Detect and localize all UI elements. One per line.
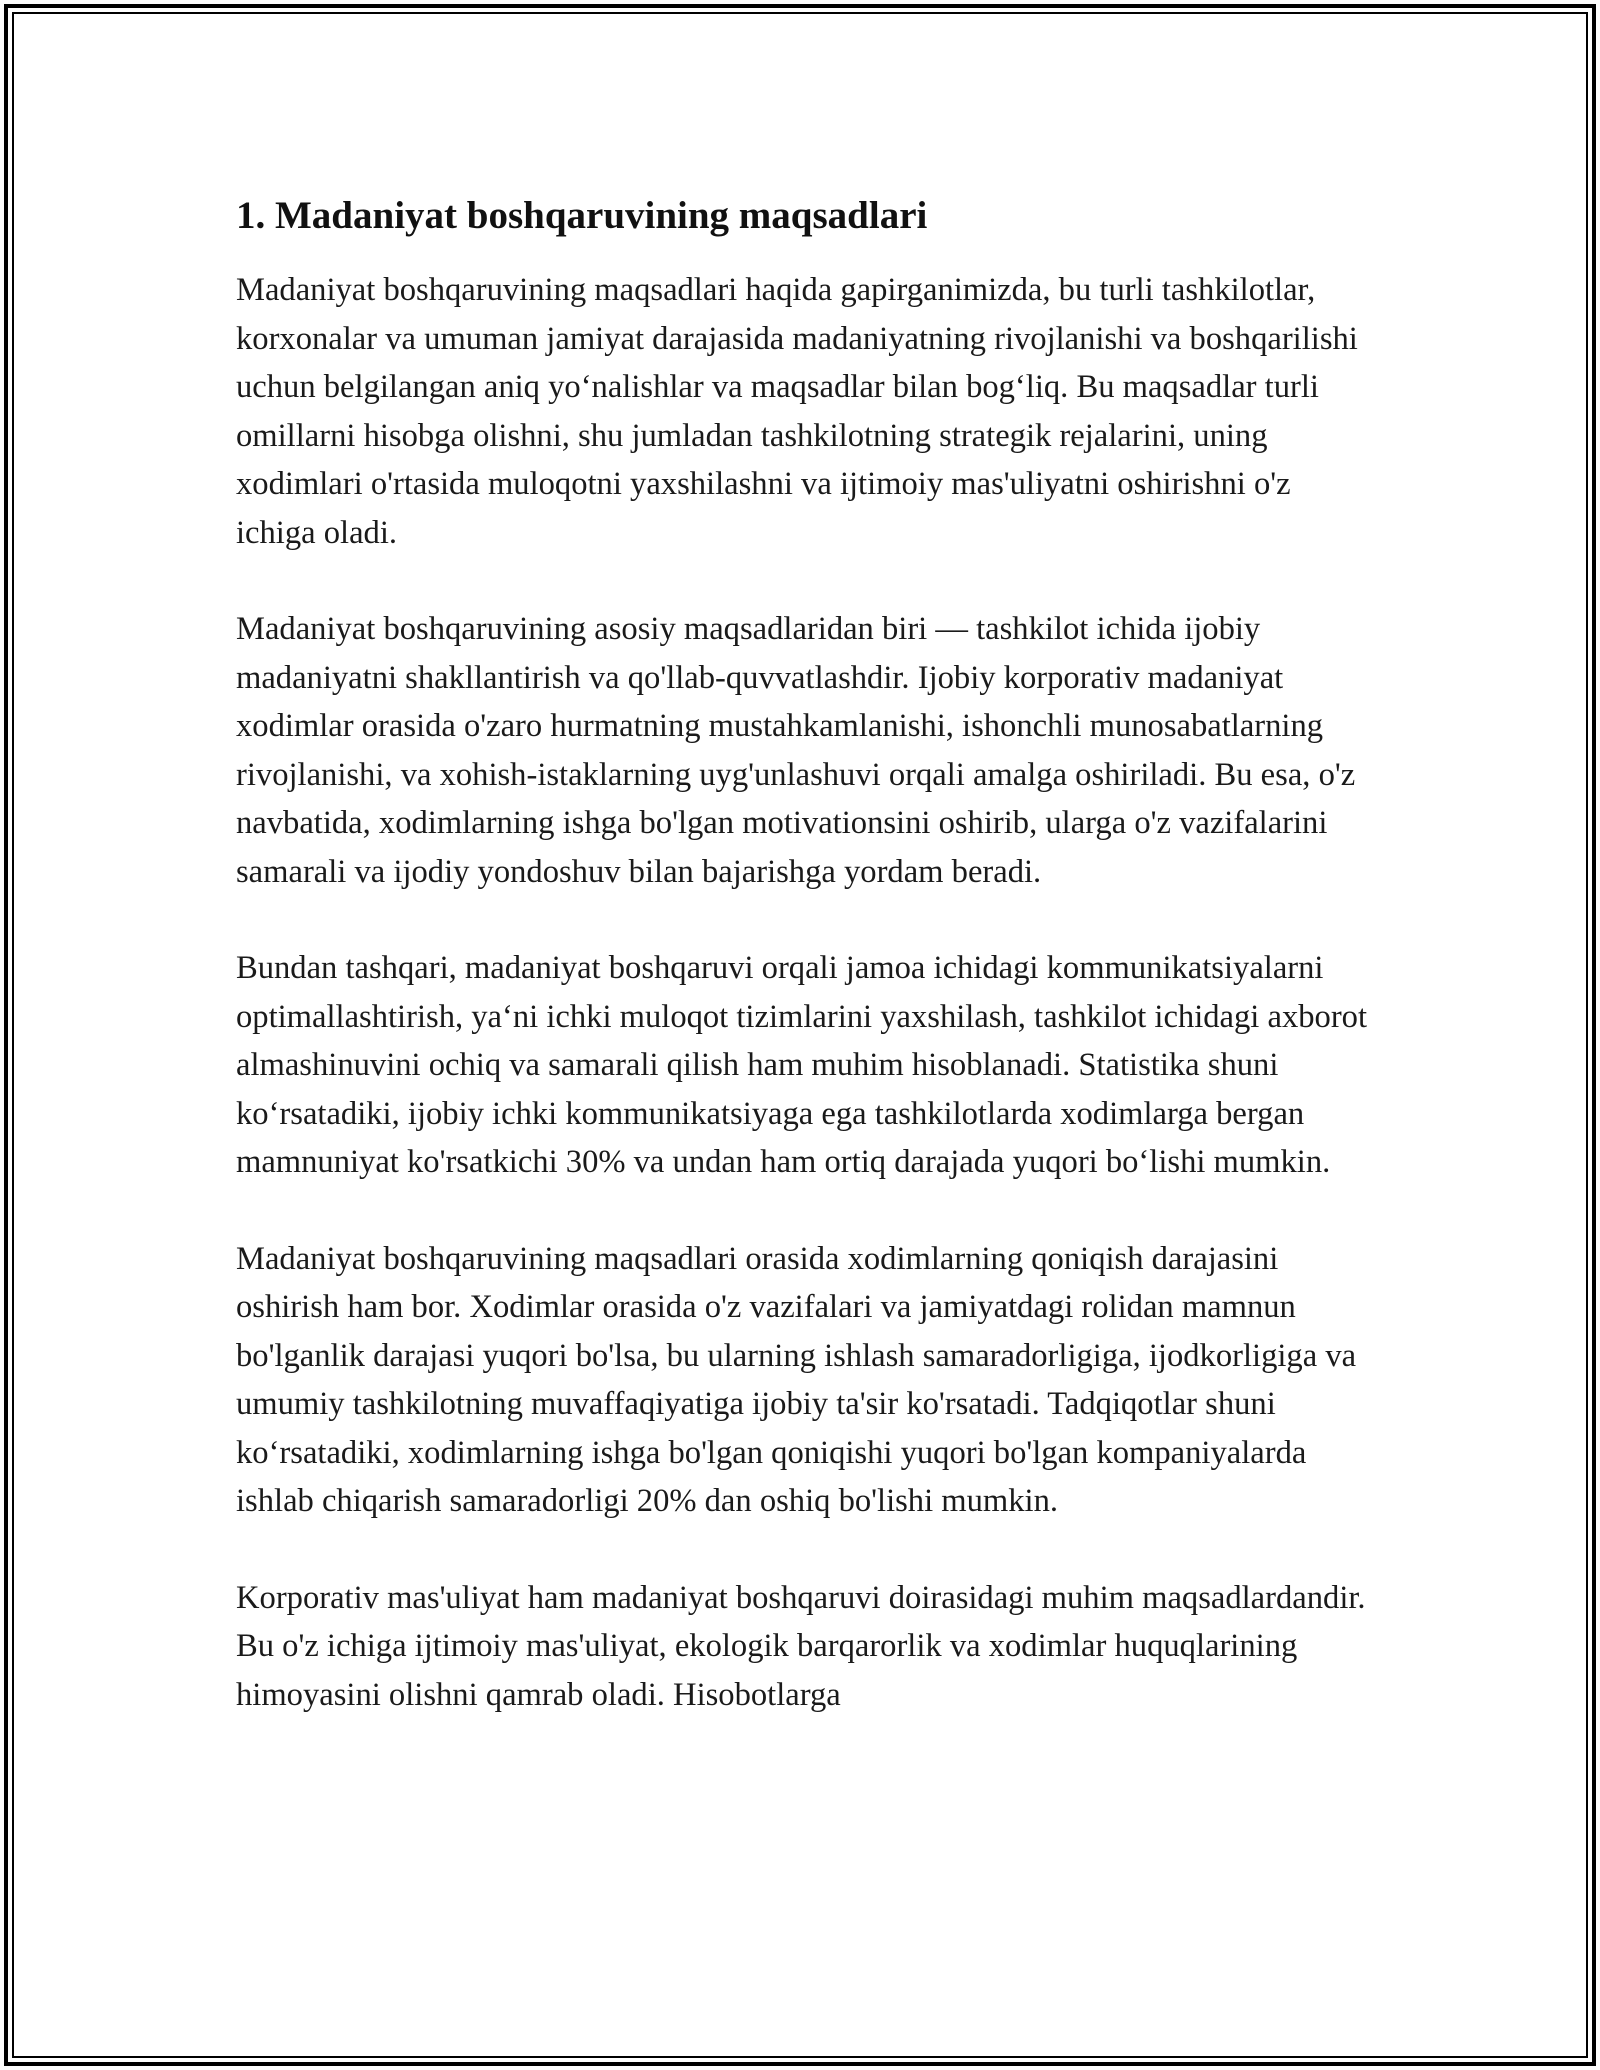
section-heading: 1. Madaniyat boshqaruvining maqsadlari (236, 194, 928, 237)
paragraph-4: Madaniyat boshqaruvining maqsadlari orasida xodimlarning qoniqish darajasini oshirish ham bor. Xodimlar orasida o'z vazifalari va jamiyatdagi rolidan mamnun bo'lganlik darajasi yuqori bo'lsa, bu ularning ishlash samaradorligiga, ijodkorligiga va umumiy tashkilotning muvaffaqiyatiga ijobiy ta'sir ko'rsatadi. Tadqiqotlar shuni ko‘rsatadiki, xodimlarning ishga bo'lgan qoniqishi yuqori bo'lgan kompaniyalarda ishlab chiqarish samaradorligi 20% dan oshiq bo'lishi mumkin. (236, 1240, 1357, 1519)
paragraph-3: Bundan tashqari, madaniyat boshqaruvi orqali jamoa ichidagi kommunikatsiyalarni optimallashtirish, ya‘ni ichki muloqot tizimlarini yaxshilash, tashkilot ichidagi axborot almashinuvini ochiq va samarali qilish ham muhim hisoblanadi. Statistika shuni ko‘rsatadiki, ijobiy ichki kommunikatsiyaga ega tashkilotlarda xodimlarga bergan mamnuniyat ko'rsatkichi 30% va undan ham ortiq darajada yuqori bo‘lishi mumkin. (236, 950, 1368, 1180)
paragraph-2: Madaniyat boshqaruvining asosiy maqsadlaridan biri — tashkilot ichida ijobiy madaniyatni shakllantirish va qo'llab-quvvatlashdir. Ijobiy korporativ madaniyat xodimlar orasida o'zaro hurmatning mustahkamlanishi, ishonchli munosabatlarning rivojlanishi, va xohish-istaklarning uyg'unlashuvi orqali amalga oshiriladi. Bu esa, o'z navbatida, xodimlarning ishga bo'lgan motivationsini oshirib, ularga o'z vazifalarini samarali va ijodiy yondoshuv bilan bajarishga yordam beradi. (236, 611, 1356, 890)
document-body (236, 188, 1376, 1767)
paragraph-1: Madaniyat boshqaruvining maqsadlari haqida gapirganimizda, bu turli tashkilotlar, korxonalar va umuman jamiyat darajasida madaniyatning rivojlanishi va boshqarilishi uchun belgilangan aniq yo‘nalishlar va maqsadlar bilan bog‘liq. Bu maqsadlar turli omillarni hisobga olishni, shu jumladan tashkilotning strategik rejalarini, uning xodimlari o'rtasida muloqotni yaxshilashni va ijtimoiy mas'uliyatni oshirishni o'z ichiga oladi. (236, 272, 1358, 551)
paragraph-5: Korporativ mas'uliyat ham madaniyat boshqaruvi doirasidagi muhim maqsadlardandir. Bu o'z ichiga ijtimoiy mas'uliyat, ekologik barqarorlik va xodimlar huquqlarining himoyasini olishni qamrab oladi. Hisobotlarga (236, 1579, 1366, 1713)
